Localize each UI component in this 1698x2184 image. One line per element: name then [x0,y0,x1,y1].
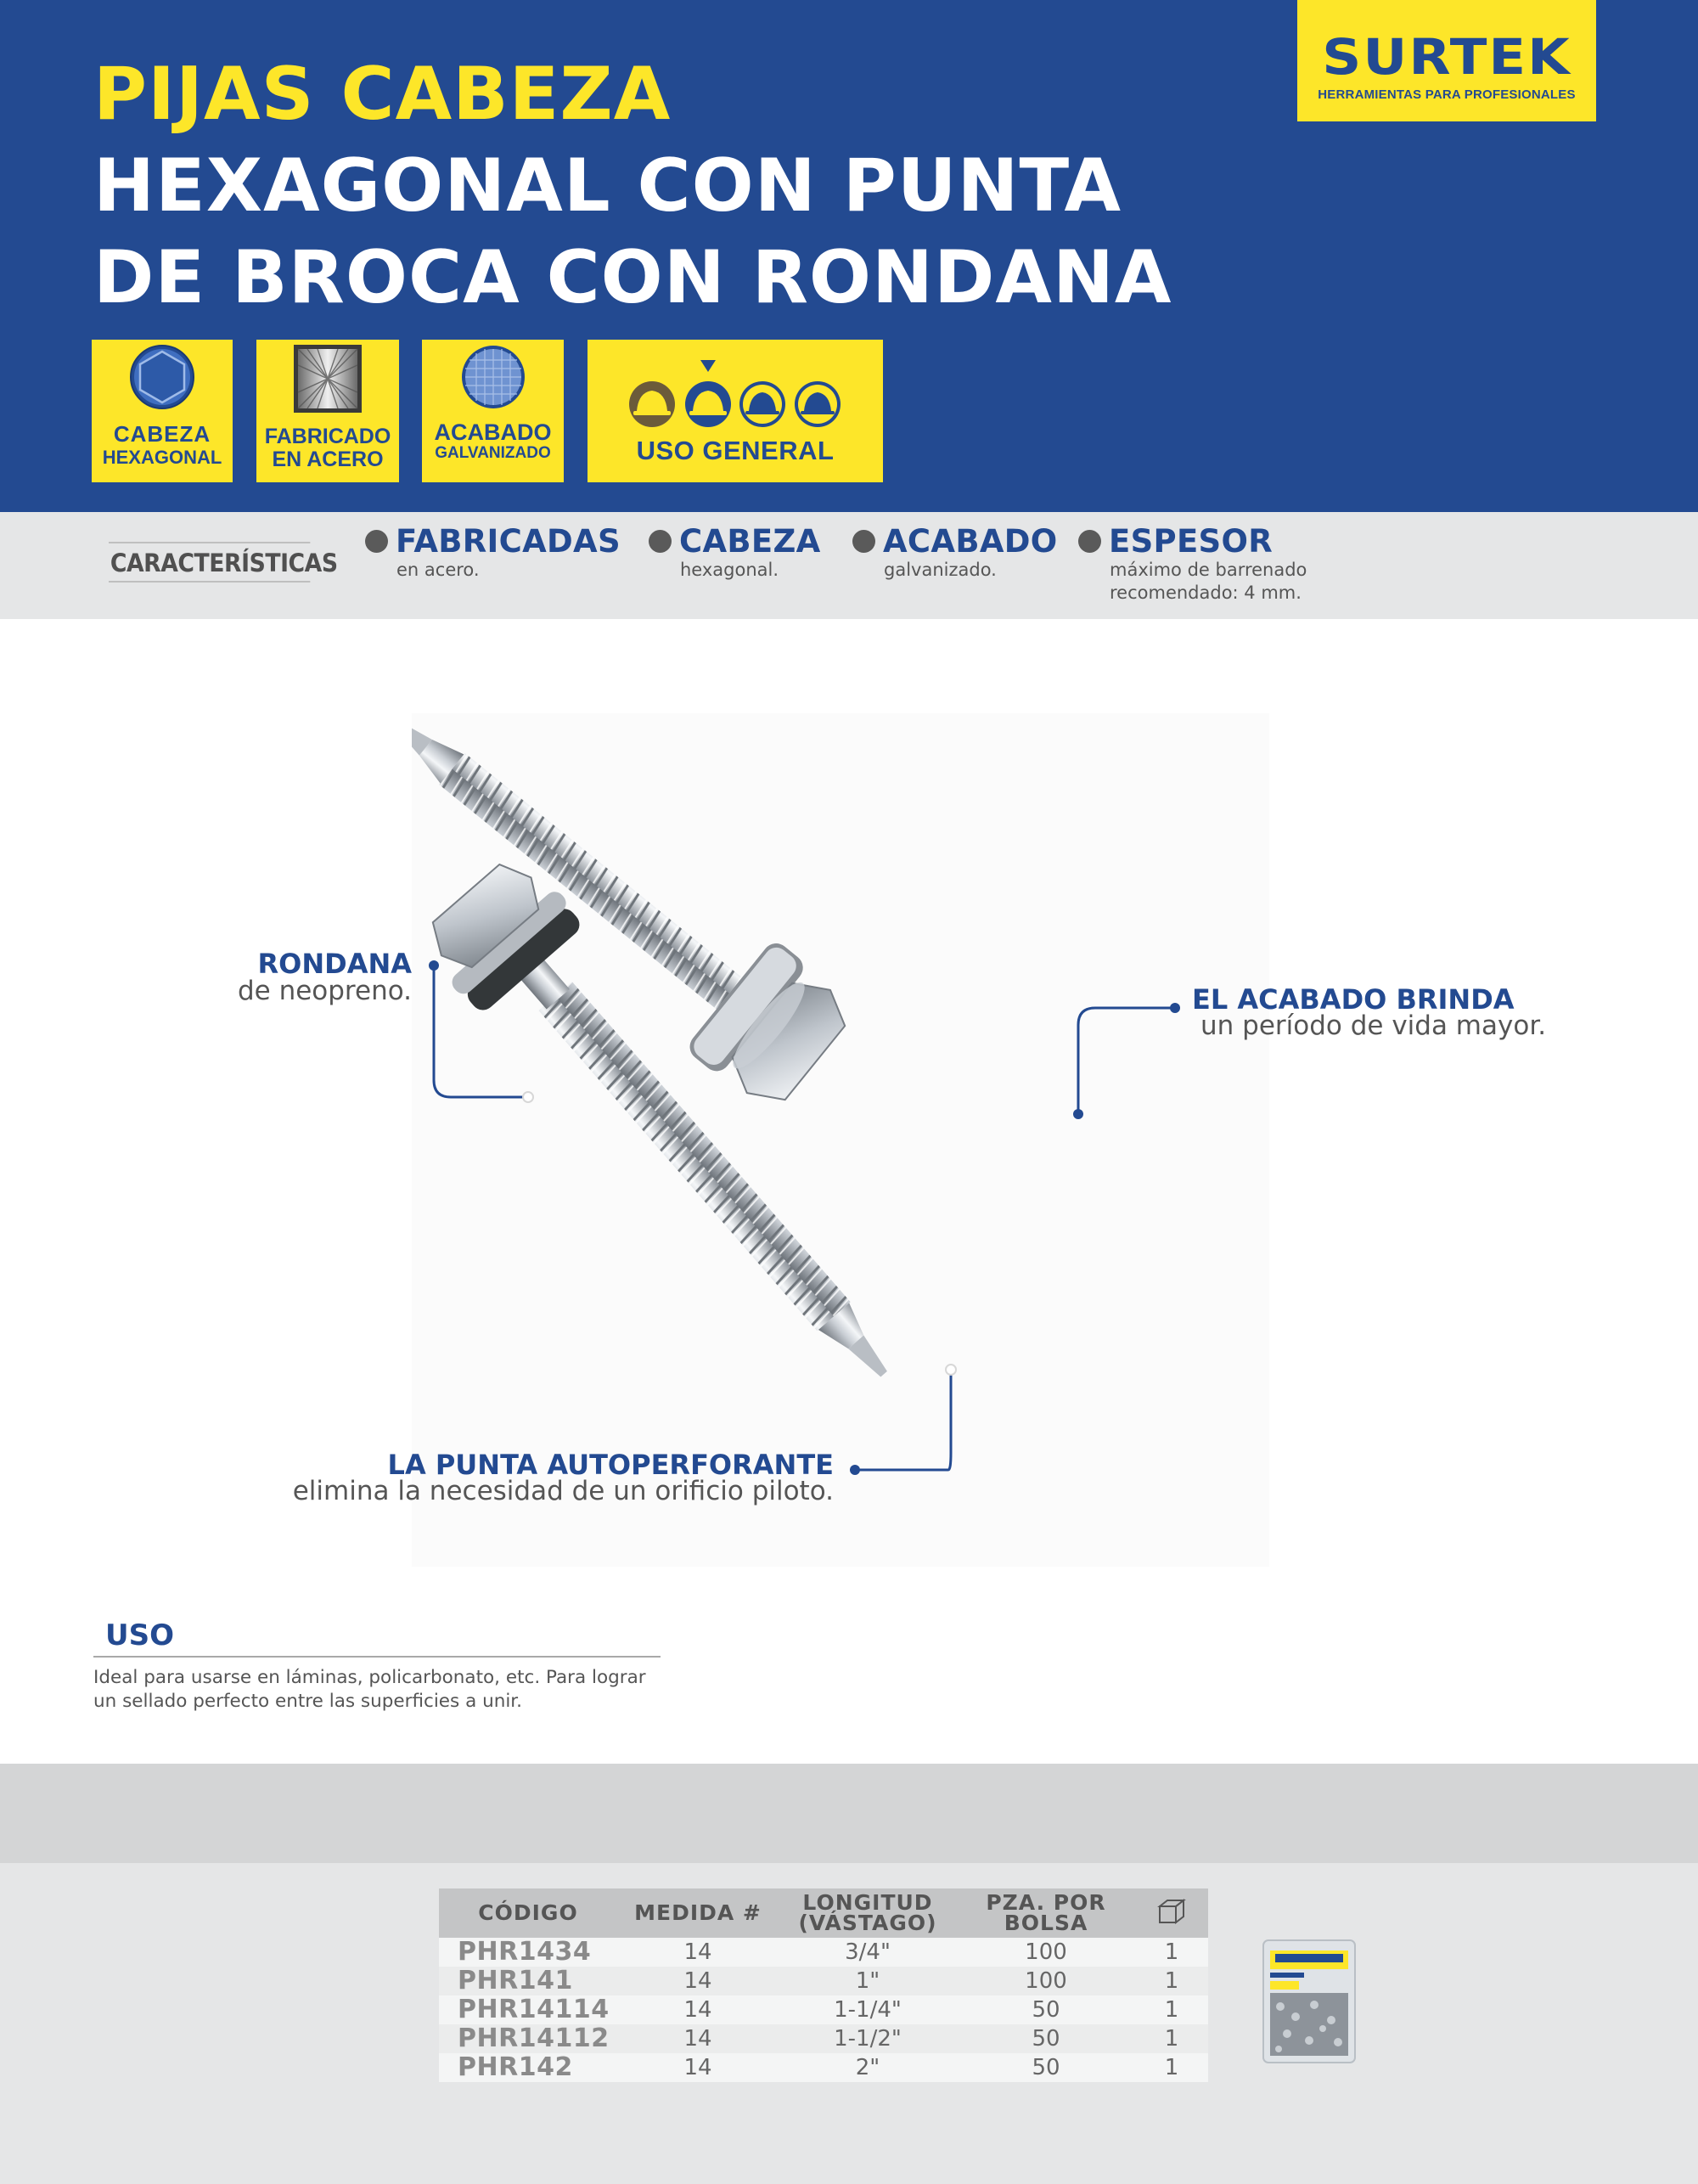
cell-size: 14 [617,2024,779,2053]
hard-hat-icon-4 [795,381,841,427]
cell-box: 1 [1135,1967,1208,1995]
callout-finish-text: un período de vida mayor. [1200,1010,1547,1041]
uso-title: USO [105,1618,174,1652]
badge-label-bottom: GALVANIZADO [435,444,551,462]
characteristics-title: CARACTERÍSTICAS [109,542,310,583]
cell-code: PHR14112 [439,2024,617,2053]
feature-text: en acero. [396,560,480,580]
cell-pieces: 50 [957,2024,1135,2053]
table-row [439,1995,1208,2024]
title-line-3: DE BROCA CON RONDANA [93,235,1172,320]
bullet-dot [852,530,875,553]
cell-box: 1 [1135,2053,1208,2082]
header-length-line-2: (VÁSTAGO) [798,1911,937,1935]
title-line-2: HEXAGONAL CON PUNTA [93,144,1122,228]
cell-code: PHR142 [439,2053,617,2082]
table-row [439,1938,1208,1967]
uso-text: Ideal para usarse en láminas, policarbonato, etc. Para lograr un sellado perfecto entre las superficies a unir. [93,1667,646,1712]
header-pieces [957,1888,1135,1938]
bullet-dot [1078,530,1101,553]
steel-icon [256,340,399,420]
cell-length: 1" [779,1967,957,1995]
feature-text-line-1: máximo de barrenado [1110,560,1307,580]
cell-length: 1-1/2" [779,2024,957,2053]
product-bag-image [1262,1939,1357,2064]
feature-text: hexagonal. [680,560,779,580]
cell-length: 1-1/4" [779,1995,957,2024]
logo-tagline: HERRAMIENTAS PARA PROFESIONALES [1318,87,1576,102]
product-image-area [412,713,1269,1567]
badge-label-top: ACABADO [434,419,552,445]
bullet-dot [365,530,388,553]
badge-label-top: CABEZA [113,421,211,447]
cell-size: 14 [617,1995,779,2024]
cell-length: 3/4" [779,1938,957,1967]
table-row [439,2024,1208,2053]
cell-pieces: 100 [957,1938,1135,1967]
badge-label-bottom: EN ACERO [272,447,384,471]
feature-text [1110,559,1307,605]
cell-size: 14 [617,2053,779,2082]
cell-length: 2" [779,2053,957,2082]
feature-text-line-2: recomendado: 4 mm. [1110,583,1302,604]
badge-label-general-use: USO GENERAL [636,436,835,465]
logo-wordmark: SURTEK [1322,29,1571,87]
feature-heading: FABRICADAS [396,523,621,560]
callout-tip-text: elimina la necesidad de un orificio piloto. [292,1476,834,1506]
header-pieces-line-1: PZA. POR [986,1890,1106,1916]
surtek-logo [1297,0,1596,121]
galvanized-icon [422,340,564,420]
cell-code: PHR1434 [439,1938,617,1967]
cell-pieces: 50 [957,2053,1135,2082]
hard-hat-icons [588,340,883,433]
cell-code: PHR14114 [439,1995,617,2024]
callout-tip-heading: LA PUNTA AUTOPERFORANTE [387,1449,834,1481]
bullet-dot [649,530,672,553]
header-length [779,1888,957,1938]
cell-box: 1 [1135,1995,1208,2024]
feature-heading: ESPESOR [1109,523,1274,560]
cell-box: 1 [1135,1938,1208,1967]
header-code: CÓDIGO [439,1888,617,1938]
title-line-1: PIJAS CABEZA [93,52,672,137]
table-row [439,2053,1208,2082]
cell-pieces: 50 [957,1995,1135,2024]
callout-washer-text: de neopreno. [237,976,412,1006]
cell-pieces: 100 [957,1967,1135,1995]
badge-general-use [588,340,883,482]
cell-size: 14 [617,1967,779,1995]
cell-code: PHR141 [439,1967,617,1995]
badge-label-top: FABRICADO [264,425,391,448]
callout-finish-heading: EL ACABADO BRINDA [1192,983,1515,1016]
feature-heading: CABEZA [679,523,821,560]
box-icon [1157,1898,1186,1925]
cell-box: 1 [1135,2024,1208,2053]
specs-table [439,1888,1208,2082]
hard-hat-icon-2 [685,381,731,427]
hard-hat-icon-3 [739,381,785,427]
cell-size: 14 [617,1938,779,1967]
badge-label-bottom: HEXAGONAL [102,447,222,468]
header-box [1135,1888,1208,1938]
badge-steel [256,340,399,482]
badge-hex-head [92,340,233,482]
header-size: MEDIDA # [617,1888,779,1938]
badge-galvanized [422,340,564,482]
callout-washer-heading: RONDANA [257,948,412,980]
hard-hat-icon-1 [629,381,675,427]
gray-band [0,1764,1698,1863]
hexagon-head-icon [92,340,233,420]
table-row [439,1967,1208,1995]
header-length-line-1: LONGITUD [802,1890,933,1916]
uso-divider [93,1656,661,1658]
header-pieces-line-2: BOLSA [1004,1911,1088,1935]
feature-text: galvanizado. [884,560,997,580]
feature-heading: ACABADO [883,523,1058,560]
table-header-row [439,1888,1208,1938]
screws-image [412,713,1269,1567]
